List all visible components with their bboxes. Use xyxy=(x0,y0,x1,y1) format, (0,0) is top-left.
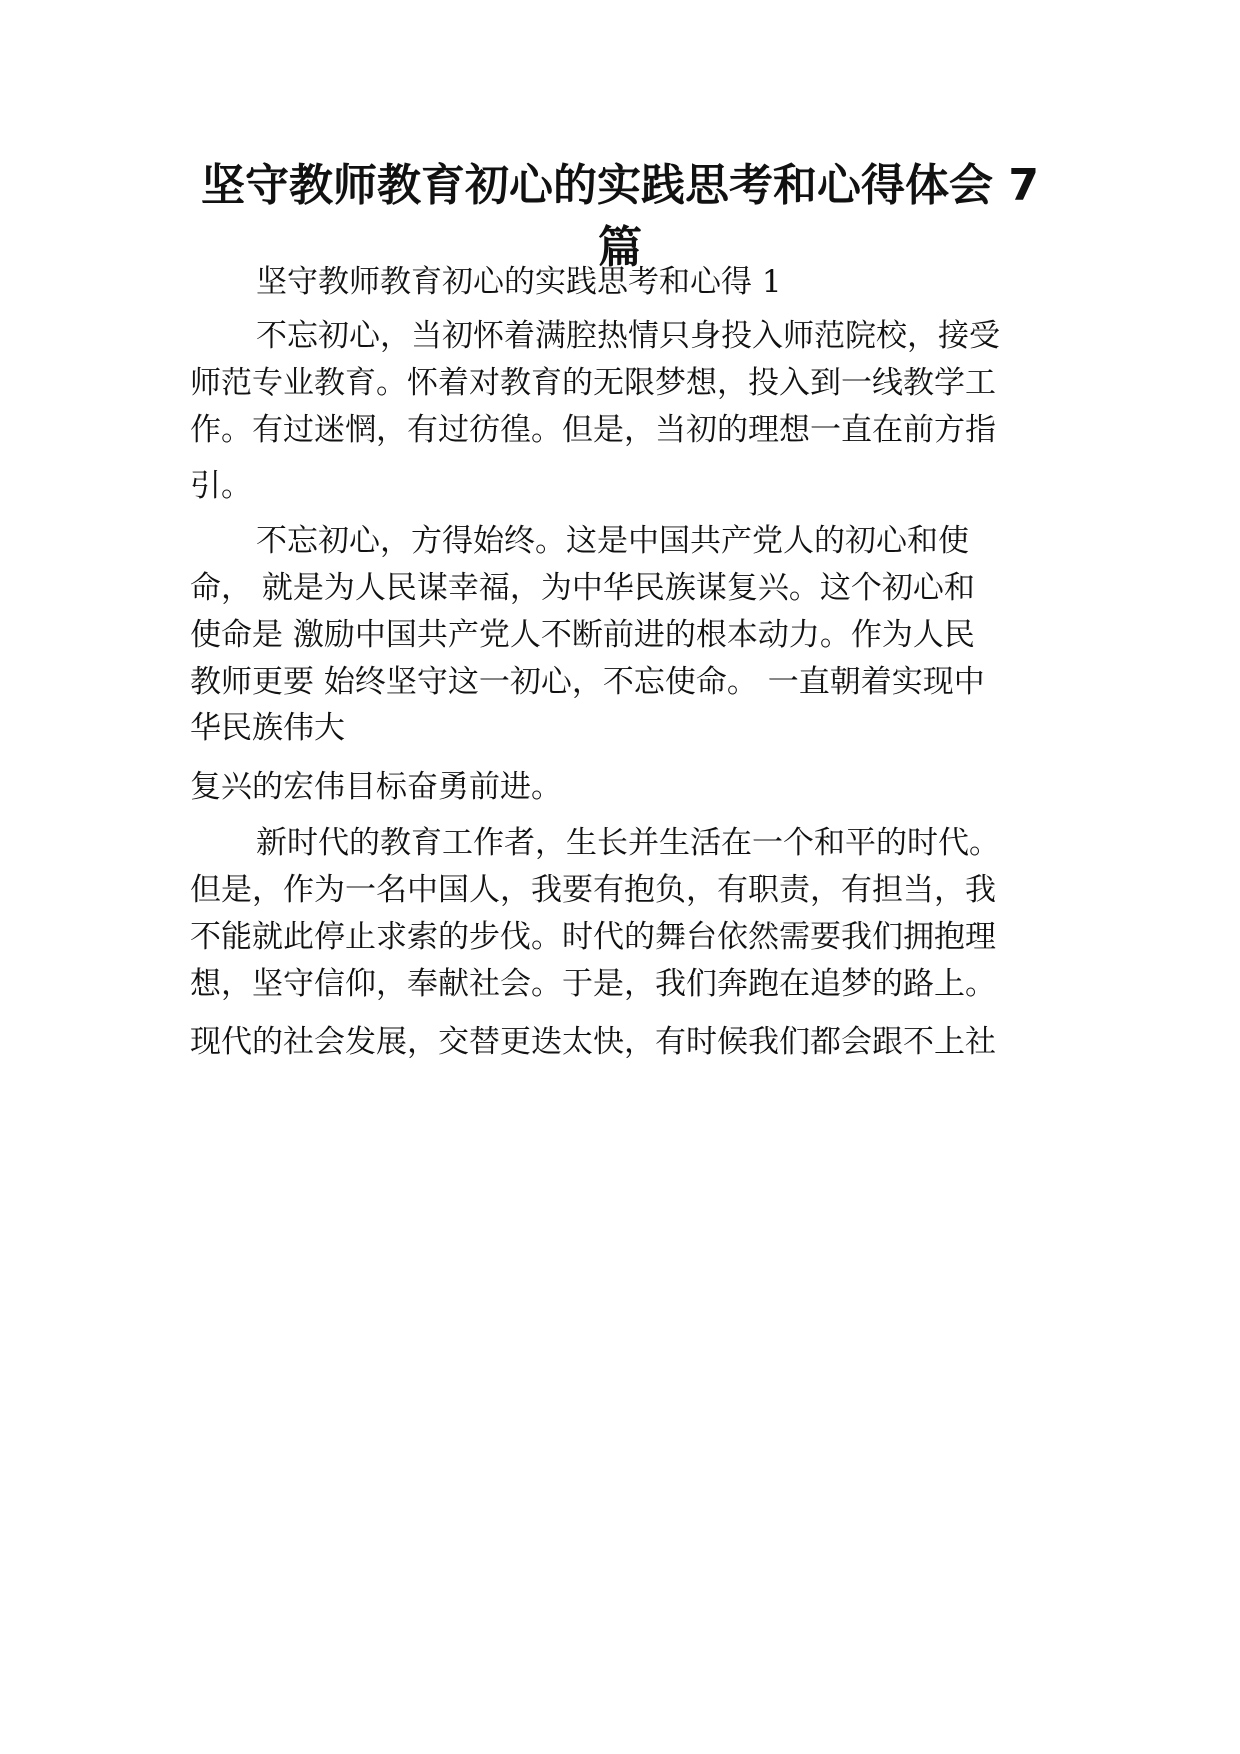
paragraph-1-line-3: 作。有过迷惘，有过彷徨。但是，当初的理想一直在前方指 xyxy=(190,412,996,448)
paragraph-3-line-2: 但是，作为一名中国人，我要有抱负，有职责，有担当，我 xyxy=(190,872,996,908)
paragraph-1-line-1: 不忘初心，当初怀着满腔热情只身投入师范院校，接受 xyxy=(256,318,1000,354)
paragraph-2-line-4: 教师更要 始终坚守这一初心，不忘使命。 一直朝着实现中 xyxy=(190,664,985,700)
paragraph-3-line-1: 新时代的教育工作者，生长并生活在一个和平的时代。 xyxy=(256,825,1000,861)
document-title-line-2: 篇 xyxy=(598,222,642,273)
document-title-line-1: 坚守教师教育初心的实践思考和心得体会 7 xyxy=(201,160,1039,211)
section-subtitle: 坚守教师教育初心的实践思考和心得 1 xyxy=(256,264,782,300)
paragraph-2-line-1: 不忘初心，方得始终。这是中国共产党人的初心和使 xyxy=(256,523,969,559)
paragraph-3-line-4: 想，坚守信仰，奉献社会。于是，我们奔跑在追梦的路上。 xyxy=(190,966,996,1002)
paragraph-2-line-5: 华民族伟大 xyxy=(190,710,345,746)
paragraph-2-line-3: 使命是 激励中国共产党人不断前进的根本动力。作为人民 xyxy=(190,617,975,653)
paragraph-4-line-1: 现代的社会发展，交替更迭太快，有时候我们都会跟不上社 xyxy=(190,1024,996,1060)
paragraph-2-line-6: 复兴的宏伟目标奋勇前进。 xyxy=(190,769,562,805)
paragraph-1-line-4: 引。 xyxy=(190,468,252,504)
paragraph-1-line-2: 师范专业教育。怀着对教育的无限梦想，投入到一线教学工 xyxy=(190,365,996,401)
paragraph-2-line-2: 命， 就是为人民谋幸福，为中华民族谋复兴。这个初心和 xyxy=(190,570,975,606)
paragraph-3-line-3: 不能就此停止求索的步伐。时代的舞台依然需要我们拥抱理 xyxy=(190,919,996,955)
